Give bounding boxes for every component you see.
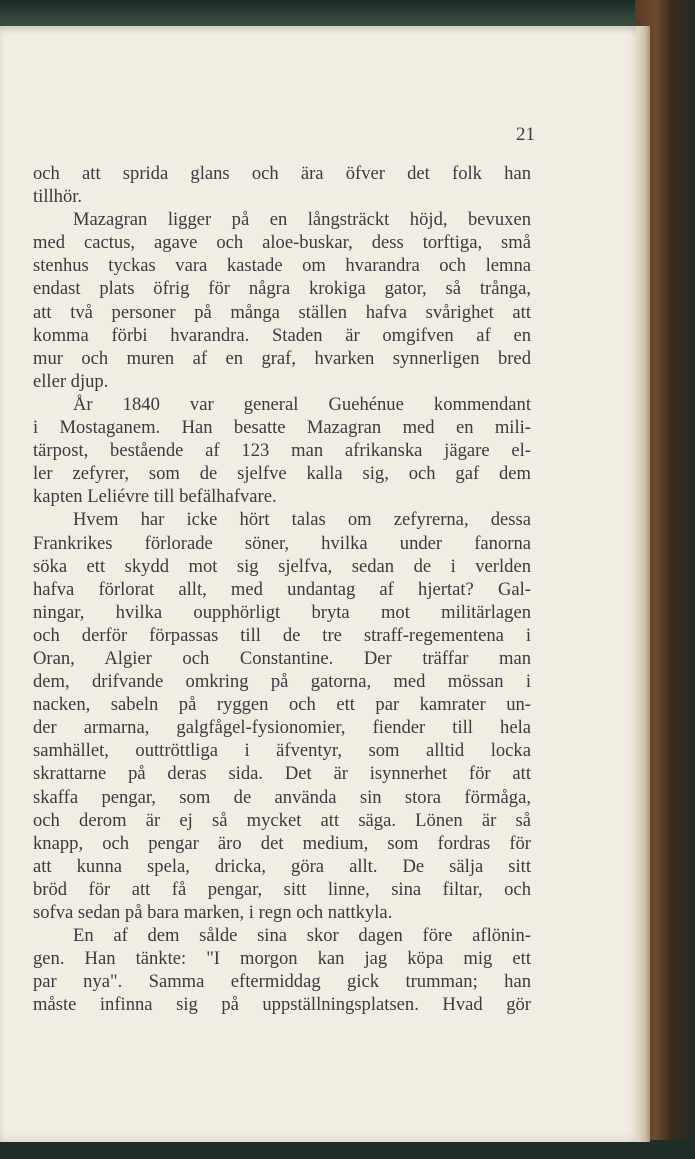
text-line: tärpost, bestående af 123 man afrikanska jägare el-	[33, 440, 531, 462]
text-line: måste infinna sig på uppställningsplatsen. Hvad gör	[33, 994, 531, 1016]
text-line: att kunna spela, dricka, göra allt. De sälja sitt	[33, 855, 531, 877]
text-line: och derför förpassas till de tre straff-regementena i	[33, 624, 531, 646]
page-number: 21	[516, 124, 535, 145]
text-line: gen. Han tänkte: "I morgon kan jag köpa mig ett	[33, 948, 531, 970]
text-line: Mazagran ligger på en långsträckt höjd, bevuxen	[73, 209, 531, 231]
body-text	[33, 162, 531, 1016]
text-line: bröd för att få pengar, sitt linne, sina filtar, och	[33, 878, 531, 900]
text-line: och att sprida glans och ära öfver det folk han	[33, 163, 531, 184]
text-line: kapten Leliévre till befälhafvare.	[33, 486, 277, 508]
text-line: komma förbi hvarandra. Staden är omgifven af en	[33, 324, 531, 346]
text-line: söka ett skydd mot sig sjelfva, sedan de i verlden	[33, 555, 531, 577]
text-line: En af dem sålde sina skor dagen före aflönin-	[73, 925, 531, 947]
text-line: dem, drifvande omkring på gatorna, med mössan i	[33, 671, 531, 693]
text-line: Hvem har icke hört talas om zefyrerna, dessa	[73, 509, 531, 531]
text-line: med cactus, agave och aloe-buskar, dess torftiga, små	[33, 232, 531, 254]
text-line: Frankrikes förlorade söner, hvilka under fanorna	[33, 532, 531, 554]
text-line: nacken, sabeln på ryggen och ett par kamrater un-	[33, 694, 531, 716]
text-line: der armarna, galgfågel-fysionomier, fiender till hela	[33, 717, 531, 739]
page-edge	[636, 26, 650, 1142]
text-line: och derom är ej så mycket att säga. Lönen är så	[33, 809, 531, 831]
text-line: hafva förlorat allt, med undantag af hjertat? Gal-	[33, 578, 531, 600]
text-line: skaffa pengar, som de använda sin stora förmåga,	[33, 786, 531, 808]
text-line: par nya". Samma eftermiddag gick trumman; han	[33, 971, 531, 993]
text-line: Oran, Algier och Constantine. Der träffar man	[33, 647, 531, 669]
text-line: ler zefyrer, som de sjelfve kalla sig, och gaf dem	[33, 463, 531, 485]
text-line: i Mostaganem. Han besatte Mazagran med en mili-	[33, 417, 531, 439]
text-line: mur och muren af en graf, hvarken synnerligen bred	[33, 347, 531, 369]
text-line: eller djup.	[33, 370, 109, 392]
text-line: tillhör.	[33, 186, 83, 208]
text-line: stenhus tyckas vara kastade om hvarandra och lemna	[33, 255, 531, 277]
text-line: knapp, och pengar äro det medium, som fordras för	[33, 832, 531, 854]
background-bottom	[0, 1140, 695, 1159]
text-line: skrattarne på deras sida. Det är isynnerhet för att	[33, 763, 531, 785]
text-line: endast plats öfrig för några krokiga gator, så trånga,	[33, 278, 531, 300]
text-line: samhället, outtröttliga i äfventyr, som alltid locka	[33, 740, 531, 762]
text-line: sofva sedan på bara marken, i regn och nattkyla.	[33, 902, 393, 923]
text-line: att två personer på många ställen hafva svårighet att	[33, 301, 531, 323]
text-line: År 1840 var general Guehénue kommendant	[73, 393, 531, 415]
text-line: ningar, hvilka oupphörligt bryta mot militärlagen	[33, 601, 531, 623]
